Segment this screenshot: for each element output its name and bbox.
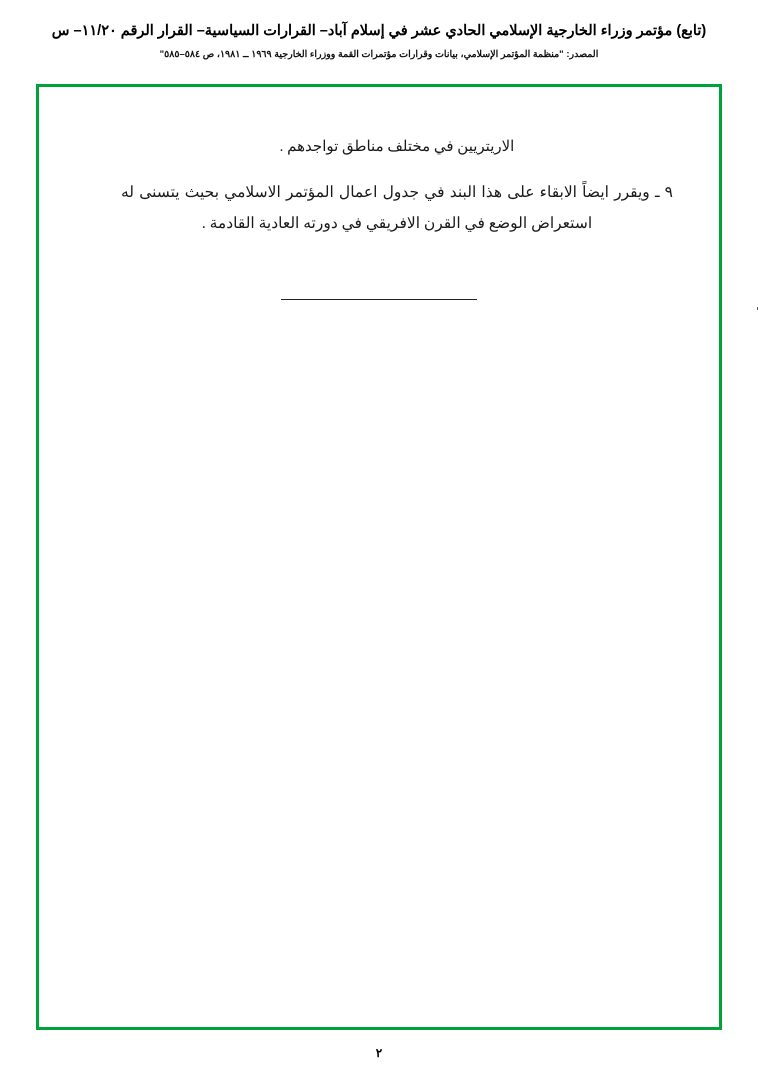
page-number: ٢ — [375, 1046, 383, 1060]
body-text — [117, 132, 677, 253]
paragraph-item-9: ٩ ـ ويقرر ايضاً الابقاء على هذا البند في جدول اعمال المؤتمر الاسلامي بحيث يتسنى له استعراض الوضع في القرن الافريقي في دورته العادية القادمة . — [121, 183, 673, 232]
section-separator — [39, 299, 719, 300]
header-title: (تابع) مؤتمر وزراء الخارجية الإسلامي الحادي عشر في إسلام آباد– القرارات السياسية– القرار الرقم ١١/٢٠– س — [51, 23, 707, 39]
separator-rule — [281, 299, 477, 300]
paragraph-continuation: الاريتريين في مختلف مناطق تواجدهم . — [279, 139, 515, 155]
page-header — [0, 22, 758, 61]
content-frame — [36, 84, 722, 1030]
header-source-citation: المصدر: "منظمة المؤتمر الإسلامي، بيانات وقرارات مؤتمرات القمة ووزراء الخارجية ١٩٦٩ ــ ١٩٨١، ص ٥٨٤–٥٨٥" — [159, 48, 599, 60]
